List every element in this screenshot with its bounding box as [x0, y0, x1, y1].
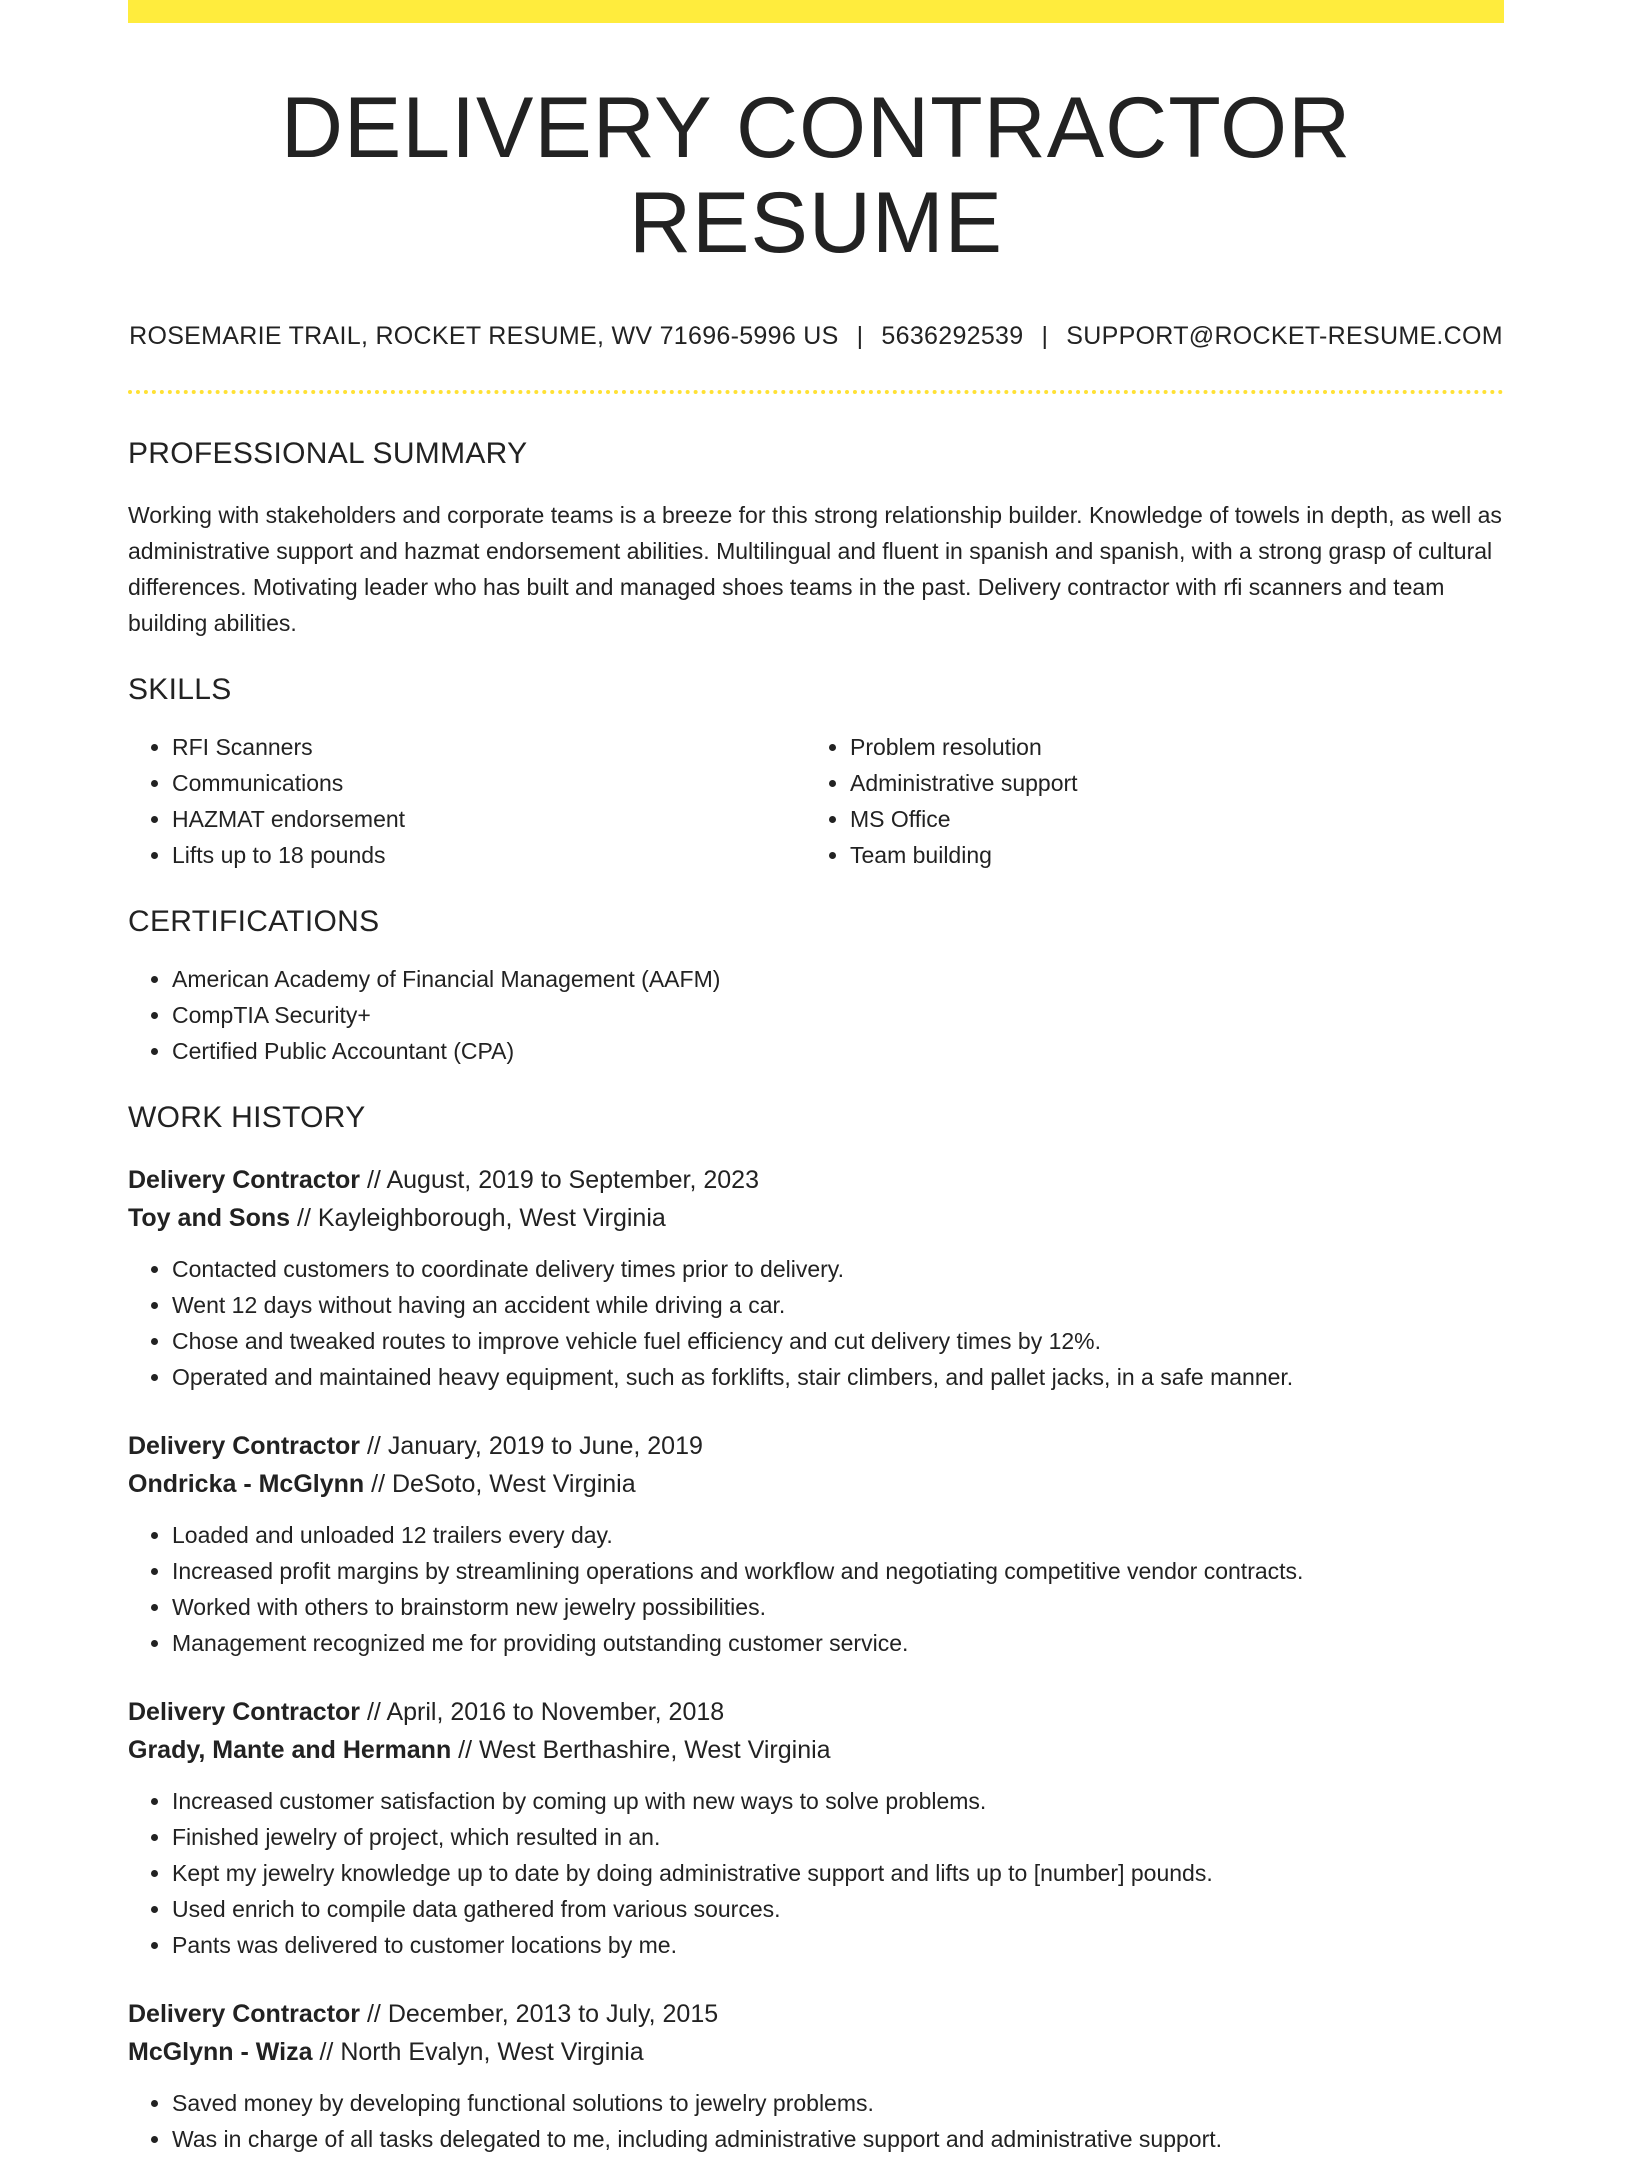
job-company-line	[128, 1465, 1504, 1503]
skills-list-left	[128, 729, 806, 873]
job-bullet: • Worked with others to brainstorm new jewelry possibilities.	[172, 1589, 1504, 1625]
job-bullets	[128, 2085, 1504, 2157]
job-title-line	[128, 1693, 1504, 1731]
job-company: Ondricka - McGlynn	[128, 1470, 365, 1499]
job-role: Delivery Contractor	[128, 1432, 361, 1461]
job-company: Grady, Mante and Hermann	[128, 1736, 452, 1765]
job-bullets	[128, 1251, 1504, 1395]
summary-text: Working with stakeholders and corporate teams is a breeze for this strong relationship builder. Knowledge of towels in depth, as well as administrative support and hazmat endorsement abilities. Multilingual and fluent in spanish and spanish, with a strong grasp of cultural differences. Motivating leader who has built and managed shoes teams in the past. Delivery contractor with rfi scanners and team building abilities.	[128, 502, 1502, 637]
job-dates: April, 2016 to November, 2018	[386, 1698, 725, 1727]
job-bullet: • Increased profit margins by streamlining operations and workflow and negotiating competitive vendor contracts.	[172, 1553, 1504, 1589]
job-role: Delivery Contractor	[128, 1166, 361, 1195]
job-bullet: • Saved money by developing functional solutions to jewelry problems.	[172, 2085, 1504, 2121]
job-separator: //	[319, 2038, 334, 2067]
job-entry	[128, 1427, 1504, 1661]
skills-columns	[128, 729, 1504, 873]
job-title-line	[128, 1995, 1504, 2033]
work-history-heading: WORK HISTORY	[128, 1101, 366, 1135]
certifications-heading: CERTIFICATIONS	[128, 905, 380, 939]
job-location: West Berthashire, West Virginia	[479, 1736, 831, 1765]
job-separator: //	[366, 1166, 381, 1195]
job-entry	[128, 1995, 1504, 2157]
skill-item: • Communications	[172, 765, 806, 801]
accent-bar	[128, 0, 1504, 23]
job-separator: //	[366, 1432, 381, 1461]
job-bullet: • Operated and maintained heavy equipment, such as forklifts, stair climbers, and pallet jacks, in a safe manner.	[172, 1359, 1504, 1395]
contact-address: ROSEMARIE TRAIL, ROCKET RESUME, WV 71696-5996 US	[129, 322, 839, 351]
dotted-divider	[128, 390, 1504, 394]
job-bullet: • Finished jewelry of project, which resulted in an.	[172, 1819, 1504, 1855]
job-entry	[128, 1693, 1504, 1963]
summary-heading: PROFESSIONAL SUMMARY	[128, 437, 528, 471]
job-title-line	[128, 1427, 1504, 1465]
job-role: Delivery Contractor	[128, 1698, 361, 1727]
job-bullet: • Used enrich to compile data gathered from various sources.	[172, 1891, 1504, 1927]
job-dates: August, 2019 to September, 2023	[386, 1166, 759, 1195]
job-company-line	[128, 2033, 1504, 2071]
job-bullet: • Chose and tweaked routes to improve vehicle fuel efficiency and cut delivery times by 12%.	[172, 1323, 1504, 1359]
contact-separator: |	[856, 322, 864, 351]
resume-page	[128, 0, 1504, 2157]
skill-item: • Administrative support	[850, 765, 1484, 801]
job-separator: //	[371, 1470, 386, 1499]
job-bullet: • Pants was delivered to customer locations by me.	[172, 1927, 1504, 1963]
job-bullet: • Kept my jewelry knowledge up to date by doing administrative support and lifts up to [number] pounds.	[172, 1855, 1504, 1891]
job-bullet: • Was in charge of all tasks delegated to me, including administrative support and administrative support.	[172, 2121, 1504, 2157]
contact-email[interactable]: SUPPORT@ROCKET-RESUME.COM	[1066, 322, 1503, 351]
job-entry	[128, 1161, 1504, 1395]
job-bullets	[128, 1783, 1504, 1963]
job-bullet: • Went 12 days without having an accident while driving a car.	[172, 1287, 1504, 1323]
job-company-line	[128, 1731, 1504, 1769]
skills-list-right	[806, 729, 1484, 873]
job-location: North Evalyn, West Virginia	[340, 2038, 644, 2067]
job-location: DeSoto, West Virginia	[391, 1470, 636, 1499]
job-bullet: • Management recognized me for providing outstanding customer service.	[172, 1625, 1504, 1661]
job-company-line	[128, 1199, 1504, 1237]
job-separator: //	[366, 2000, 381, 2029]
certifications-list	[128, 961, 1504, 1069]
job-separator: //	[366, 1698, 381, 1727]
job-separator: //	[297, 1204, 311, 1233]
job-separator: //	[458, 1736, 473, 1765]
certification-item: • American Academy of Financial Management (AAFM)	[172, 961, 1504, 997]
skill-item: • HAZMAT endorsement	[172, 801, 806, 837]
skill-item: • Problem resolution	[850, 729, 1484, 765]
job-company: McGlynn - Wiza	[128, 2038, 313, 2067]
certification-item: • Certified Public Accountant (CPA)	[172, 1033, 1504, 1069]
job-bullet: • Loaded and unloaded 12 trailers every day.	[172, 1517, 1504, 1553]
job-bullet: • Contacted customers to coordinate delivery times prior to delivery.	[172, 1251, 1504, 1287]
job-dates: December, 2013 to July, 2015	[387, 2000, 719, 2029]
job-role: Delivery Contractor	[128, 2000, 361, 2029]
job-company: Toy and Sons	[128, 1204, 291, 1233]
job-location: Kayleighborough, West Virginia	[317, 1204, 666, 1233]
skills-heading: SKILLS	[128, 673, 232, 707]
skill-item: • MS Office	[850, 801, 1484, 837]
job-bullets	[128, 1517, 1504, 1661]
contact-separator: |	[1041, 322, 1049, 351]
job-bullet: • Increased customer satisfaction by coming up with new ways to solve problems.	[172, 1783, 1504, 1819]
resume-title: DELIVERY CONTRACTOR RESUME	[280, 80, 1352, 271]
job-dates: January, 2019 to June, 2019	[387, 1432, 703, 1461]
skill-item: • Team building	[850, 837, 1484, 873]
job-title-line	[128, 1161, 1504, 1199]
skill-item: • Lifts up to 18 pounds	[172, 837, 806, 873]
contact-line	[128, 322, 1504, 351]
certification-item: • CompTIA Security+	[172, 997, 1504, 1033]
skill-item: • RFI Scanners	[172, 729, 806, 765]
contact-phone[interactable]: 5636292539	[881, 322, 1024, 351]
